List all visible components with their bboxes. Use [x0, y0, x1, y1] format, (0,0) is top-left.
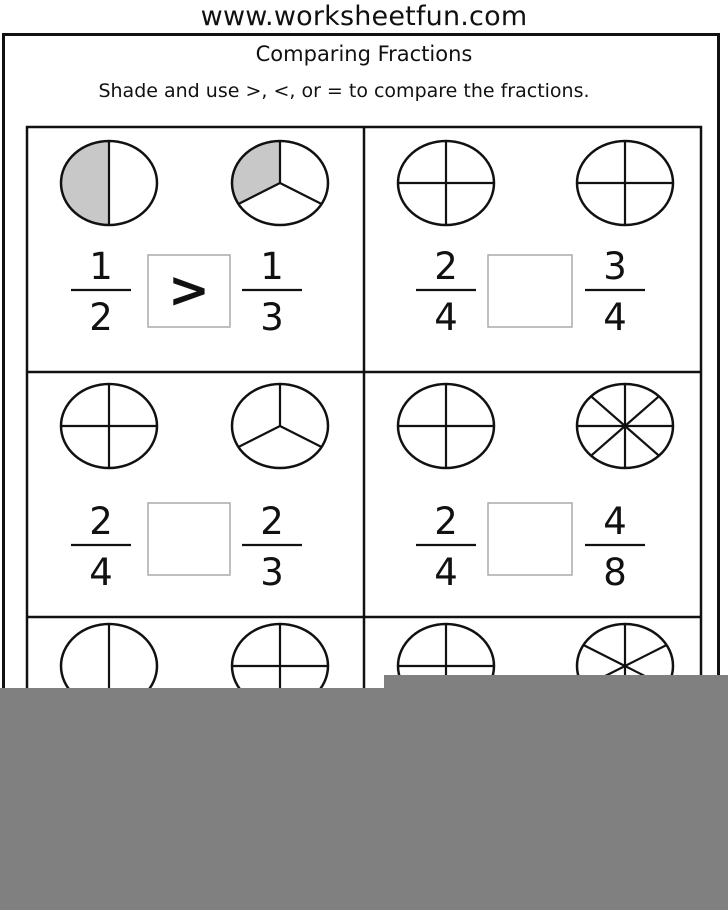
- numerator: 4: [603, 500, 627, 543]
- numerator: 2: [434, 245, 458, 288]
- worksheet-title: Comparing Fractions: [255, 42, 473, 66]
- numerator: 1: [89, 245, 113, 288]
- divider-line: [625, 426, 659, 456]
- denominator: 4: [89, 551, 113, 594]
- answer-box[interactable]: [488, 255, 572, 327]
- divider-line: [583, 645, 625, 666]
- gray-overlay-top: [384, 675, 728, 695]
- problems-layer: [61, 141, 673, 708]
- answer-box[interactable]: [148, 503, 230, 575]
- divider-line: [280, 426, 322, 447]
- shaded-region: [61, 141, 109, 225]
- problem-cell: [61, 141, 328, 339]
- instructions: Shade and use >, <, or = to compare the fractions.: [98, 80, 590, 102]
- answer-box[interactable]: [488, 503, 572, 575]
- numerator: 2: [260, 500, 284, 543]
- problem-cell: [61, 384, 328, 594]
- numerator: 3: [603, 245, 627, 288]
- website-url: www.worksheetfun.com: [200, 1, 528, 32]
- gray-overlay: [0, 688, 728, 910]
- divider-line: [238, 426, 280, 447]
- divider-line: [591, 426, 625, 456]
- answer-symbol: >: [168, 261, 210, 319]
- numerator: 1: [260, 245, 284, 288]
- denominator: 3: [260, 551, 284, 594]
- denominator: 4: [434, 551, 458, 594]
- numerator: 2: [434, 500, 458, 543]
- denominator: 3: [260, 296, 284, 339]
- denominator: 8: [603, 551, 627, 594]
- denominator: 4: [434, 296, 458, 339]
- divider-line: [280, 183, 322, 204]
- problem-cell: [398, 141, 673, 339]
- grid-lines: [27, 127, 701, 707]
- divider-line: [625, 645, 667, 666]
- divider-line: [591, 396, 625, 426]
- problem-cell: [398, 384, 673, 594]
- denominator: 4: [603, 296, 627, 339]
- numerator: 2: [89, 500, 113, 543]
- denominator: 2: [89, 296, 113, 339]
- divider-line: [625, 396, 659, 426]
